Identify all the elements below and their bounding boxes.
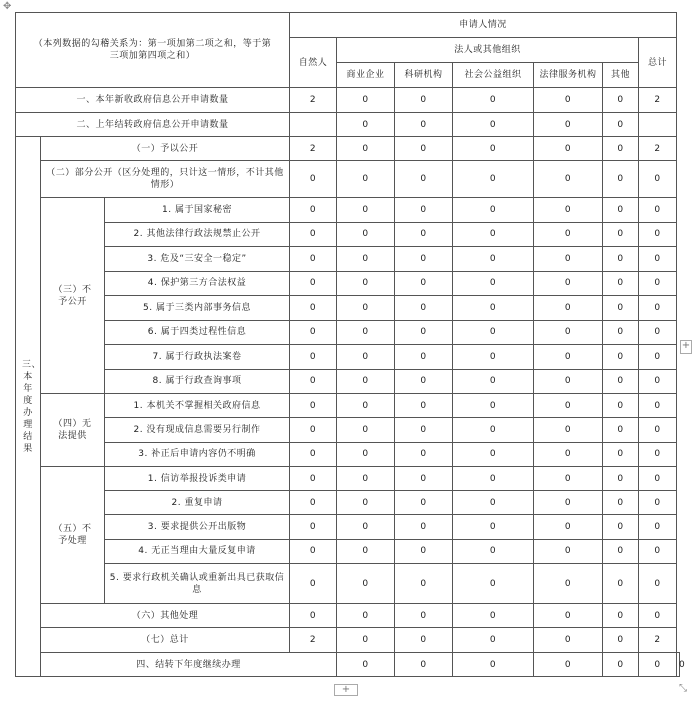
value-cell-l: 0 <box>534 491 603 515</box>
header-total: 总计 <box>639 38 677 88</box>
value-cell-r: 0 <box>395 137 453 161</box>
value-cell-p: 0 <box>453 345 534 370</box>
value-cell-c: 0 <box>337 161 395 198</box>
value-cell-l: 0 <box>534 442 603 466</box>
value-cell-l: 0 <box>534 564 603 604</box>
value-cell-o: 0 <box>603 345 639 370</box>
value-cell-l: 0 <box>534 539 603 563</box>
value-cell-o: 0 <box>603 394 639 418</box>
row-label-no-process-2: 2. 重复申请 <box>105 491 290 515</box>
value-cell-t: 2 <box>639 628 677 653</box>
row-label-deny-5: 5. 属于三类内部事务信息 <box>105 296 290 321</box>
value-cell-t: 0 <box>639 296 677 321</box>
value-cell-p: 0 <box>453 539 534 563</box>
value-cell-p: 0 <box>453 628 534 653</box>
value-cell-p: 0 <box>453 247 534 272</box>
value-cell-n: 0 <box>290 222 337 247</box>
value-cell-t: 0 <box>639 271 677 296</box>
value-cell-o: 0 <box>603 539 639 563</box>
value-cell-n: 0 <box>290 247 337 272</box>
value-cell-r: 0 <box>395 491 453 515</box>
add-column-button[interactable]: + <box>680 340 692 354</box>
header-public-welfare: 社会公益组织 <box>453 63 534 88</box>
value-cell-l: 0 <box>534 515 603 539</box>
value-cell-p: 0 <box>453 369 534 394</box>
value-cell-p: 0 <box>453 161 534 198</box>
row-label-deny-1: 1. 属于国家秘密 <box>105 198 290 223</box>
value-cell-o: 0 <box>603 515 639 539</box>
value-cell-l: 0 <box>534 320 603 345</box>
value-cell-l: 0 <box>534 247 603 272</box>
row-label-no-process-1: 1. 信访举报投诉类申请 <box>105 466 290 490</box>
value-cell-l: 0 <box>534 369 603 394</box>
header-applicant-situation: 申请人情况 <box>290 13 677 38</box>
value-cell-n: 0 <box>290 418 337 442</box>
table-row <box>16 442 680 466</box>
value-cell-t: 0 <box>639 345 677 370</box>
value-cell-n: 0 <box>290 564 337 604</box>
value-cell-t: 0 <box>639 247 677 272</box>
header-legal-service: 法律服务机构 <box>534 63 603 88</box>
value-cell-t: 2 <box>639 137 677 161</box>
value-cell-p: 0 <box>453 466 534 490</box>
row-label-deny-7: 7. 属于行政执法案卷 <box>105 345 290 370</box>
value-cell-c: 0 <box>337 604 395 628</box>
table-resize-handle-icon[interactable]: ⤡ <box>679 683 687 694</box>
value-cell-c: 0 <box>337 271 395 296</box>
value-cell-r: 0 <box>395 515 453 539</box>
value-cell-l: 0 <box>534 161 603 198</box>
value-cell-c: 0 <box>337 247 395 272</box>
value-cell-l: 0 <box>534 628 603 653</box>
value-cell-p: 0 <box>453 442 534 466</box>
value-cell-o: 0 <box>603 247 639 272</box>
value-cell-l: 0 <box>534 418 603 442</box>
value-cell-o: 0 <box>603 222 639 247</box>
value-cell-c: 0 <box>337 113 395 137</box>
value-cell-t: 0 <box>639 320 677 345</box>
table-row <box>16 418 680 442</box>
value-cell-o: 0 <box>603 418 639 442</box>
value-cell-c: 0 <box>337 137 395 161</box>
value-cell-o: 0 <box>603 491 639 515</box>
value-cell-r: 0 <box>395 88 453 113</box>
table-row <box>16 653 680 677</box>
value-cell-n: 0 <box>290 320 337 345</box>
value-cell-r: 0 <box>395 442 453 466</box>
value-cell-p: 0 <box>453 394 534 418</box>
header-legal-org: 法人或其他组织 <box>337 38 639 63</box>
value-cell-p: 0 <box>453 296 534 321</box>
value-cell-t: 0 <box>639 466 677 490</box>
value-cell-n: 2 <box>290 137 337 161</box>
value-cell-n: 0 <box>290 296 337 321</box>
value-cell-r: 0 <box>395 628 453 653</box>
value-cell-p: 0 <box>453 515 534 539</box>
table-move-handle-icon[interactable]: ✥ <box>3 1 12 12</box>
value-cell-c: 0 <box>337 296 395 321</box>
table-row <box>16 394 680 418</box>
table-row <box>16 604 680 628</box>
value-cell-o: 0 <box>603 564 639 604</box>
value-cell-l: 0 <box>534 394 603 418</box>
value-cell-o: 0 <box>603 466 639 490</box>
value-cell-n: 0 <box>290 466 337 490</box>
value-cell-l: 0 <box>534 222 603 247</box>
row-label-other-handling: （六）其他处理 <box>41 604 290 628</box>
value-cell-o: 0 <box>603 161 639 198</box>
table-row <box>16 628 680 653</box>
row-label-deny-6: 6. 属于四类过程性信息 <box>105 320 290 345</box>
table-row <box>16 369 680 394</box>
value-cell-r: 0 <box>395 113 453 137</box>
header-natural-person: 自然人 <box>290 38 337 88</box>
value-cell-o: 0 <box>603 88 639 113</box>
value-cell-o: 0 <box>603 113 639 137</box>
value-cell-r: 0 <box>395 369 453 394</box>
disclosure-statistics-table <box>15 12 686 677</box>
value-cell-r: 0 <box>395 466 453 490</box>
row-label-grant: （一）予以公开 <box>41 137 290 161</box>
table-row <box>16 539 680 563</box>
value-cell-l: 0 <box>534 113 603 137</box>
value-cell-l: 0 <box>534 296 603 321</box>
value-cell-p: 0 <box>453 198 534 223</box>
value-cell-n: 0 <box>290 491 337 515</box>
value-cell-c: 0 <box>395 653 453 677</box>
header-research: 科研机构 <box>395 63 453 88</box>
value-cell-n: 0 <box>290 442 337 466</box>
value-cell-c: 0 <box>337 564 395 604</box>
table-row <box>16 271 680 296</box>
value-cell-n: 0 <box>290 161 337 198</box>
value-cell-l: 0 <box>534 466 603 490</box>
value-cell-p: 0 <box>453 604 534 628</box>
value-cell-o: 0 <box>603 271 639 296</box>
value-cell-c: 0 <box>337 539 395 563</box>
value-cell-o: 0 <box>603 198 639 223</box>
value-cell-r: 0 <box>395 320 453 345</box>
value-cell-t: 0 <box>639 564 677 604</box>
section-three-text: 三、本年度办理结果 <box>22 359 42 454</box>
table-row <box>16 247 680 272</box>
value-cell-n: 0 <box>290 345 337 370</box>
header-commercial: 商业企业 <box>337 63 395 88</box>
row-label-new-applications: 一、本年新收政府信息公开申请数量 <box>16 88 290 113</box>
value-cell-r: 0 <box>395 345 453 370</box>
value-cell-o: 0 <box>603 320 639 345</box>
value-cell-o: 0 <box>603 442 639 466</box>
value-cell-n: 0 <box>337 653 395 677</box>
section-three-label <box>16 137 41 677</box>
row-label-deny-8: 8. 属于行政查询事项 <box>105 369 290 394</box>
row-label-subtotal: （七）总计 <box>41 628 290 653</box>
value-cell-l: 0 <box>534 271 603 296</box>
value-cell-r: 0 <box>395 564 453 604</box>
value-cell-t: 0 <box>639 394 677 418</box>
table-row <box>16 515 680 539</box>
value-cell-p: 0 <box>453 222 534 247</box>
value-cell-o: 0 <box>603 296 639 321</box>
table-row <box>16 161 680 198</box>
value-cell-p: 0 <box>453 564 534 604</box>
value-cell-l: 0 <box>534 604 603 628</box>
add-row-button[interactable]: + <box>334 684 358 696</box>
value-cell-t: 0 <box>639 604 677 628</box>
value-cell-c: 0 <box>337 628 395 653</box>
value-cell-n <box>290 113 337 137</box>
value-cell-n: 0 <box>290 198 337 223</box>
table-row <box>16 113 680 137</box>
row-label-unable-2: 2. 没有现成信息需要另行制作 <box>105 418 290 442</box>
value-cell-r: 0 <box>395 222 453 247</box>
value-cell-t: 0 <box>639 539 677 563</box>
value-cell-r: 0 <box>395 539 453 563</box>
value-cell-r: 0 <box>395 296 453 321</box>
table-row <box>16 222 680 247</box>
corner-note: （本列数据的勾稽关系为：第一项加第二项之和，等于第三项加第四项之和） <box>16 13 290 88</box>
table-row <box>16 88 680 113</box>
value-cell-n: 0 <box>290 604 337 628</box>
value-cell-t: 0 <box>639 442 677 466</box>
value-cell-c: 0 <box>337 442 395 466</box>
value-cell-l: 0 <box>534 137 603 161</box>
value-cell-t: 0 <box>639 418 677 442</box>
row-label-deny-2: 2. 其他法律行政法规禁止公开 <box>105 222 290 247</box>
value-cell-t: 2 <box>639 88 677 113</box>
row-label-no-process-5: 5. 要求行政机关确认或重新出具已获取信息 <box>105 564 290 604</box>
value-cell-p: 0 <box>453 137 534 161</box>
value-cell-o: 0 <box>603 137 639 161</box>
value-cell-t: 0 <box>639 491 677 515</box>
table-row <box>16 198 680 223</box>
value-cell-t: 0 <box>677 653 680 677</box>
value-cell-t <box>639 113 677 137</box>
value-cell-o: 0 <box>603 604 639 628</box>
value-cell-c: 0 <box>337 320 395 345</box>
row-label-partial: （二）部分公开（区分处理的，只计这一情形，不计其他情形） <box>41 161 290 198</box>
value-cell-p: 0 <box>453 491 534 515</box>
value-cell-c: 0 <box>337 345 395 370</box>
group-label-deny: （三）不予公开 <box>41 198 105 394</box>
value-cell-c: 0 <box>337 222 395 247</box>
value-cell-n: 0 <box>290 394 337 418</box>
value-cell-c: 0 <box>337 466 395 490</box>
group-label-unable: （四）无法提供 <box>41 394 105 467</box>
value-cell-r: 0 <box>395 394 453 418</box>
value-cell-c: 0 <box>337 394 395 418</box>
value-cell-p: 0 <box>453 418 534 442</box>
value-cell-r: 0 <box>395 271 453 296</box>
value-cell-t: 0 <box>639 161 677 198</box>
value-cell-n: 0 <box>290 271 337 296</box>
value-cell-p: 0 <box>453 320 534 345</box>
value-cell-p: 0 <box>453 88 534 113</box>
table-row <box>16 320 680 345</box>
row-label-carry-next: 四、结转下年度继续办理 <box>41 653 337 677</box>
value-cell-c: 0 <box>337 369 395 394</box>
value-cell-t: 0 <box>639 369 677 394</box>
table-row <box>16 491 680 515</box>
table-row <box>16 564 680 604</box>
value-cell-t: 0 <box>639 515 677 539</box>
value-cell-o: 0 <box>603 628 639 653</box>
value-cell-o: 0 <box>639 653 677 677</box>
row-label-carry-over: 二、上年结转政府信息公开申请数量 <box>16 113 290 137</box>
value-cell-r: 0 <box>395 247 453 272</box>
row-label-deny-4: 4. 保护第三方合法权益 <box>105 271 290 296</box>
row-label-deny-3: 3. 危及“三安全一稳定” <box>105 247 290 272</box>
table-row <box>16 466 680 490</box>
value-cell-n: 0 <box>290 539 337 563</box>
table-row <box>16 137 680 161</box>
value-cell-r: 0 <box>395 161 453 198</box>
value-cell-c: 0 <box>337 515 395 539</box>
row-label-unable-3: 3. 补正后申请内容仍不明确 <box>105 442 290 466</box>
value-cell-c: 0 <box>337 491 395 515</box>
value-cell-l: 0 <box>603 653 639 677</box>
table-row <box>16 345 680 370</box>
value-cell-n: 0 <box>290 515 337 539</box>
value-cell-r: 0 <box>395 198 453 223</box>
value-cell-n: 0 <box>290 369 337 394</box>
table-row <box>16 296 680 321</box>
value-cell-p: 0 <box>453 271 534 296</box>
value-cell-o: 0 <box>603 369 639 394</box>
value-cell-p: 0 <box>453 113 534 137</box>
row-label-no-process-4: 4. 无正当理由大量反复申请 <box>105 539 290 563</box>
value-cell-r: 0 <box>395 604 453 628</box>
row-label-unable-1: 1. 本机关不掌握相关政府信息 <box>105 394 290 418</box>
value-cell-p: 0 <box>534 653 603 677</box>
header-other: 其他 <box>603 63 639 88</box>
value-cell-c: 0 <box>337 418 395 442</box>
group-label-no-process: （五）不予处理 <box>41 466 105 603</box>
value-cell-l: 0 <box>534 198 603 223</box>
value-cell-n: 2 <box>290 628 337 653</box>
value-cell-l: 0 <box>534 88 603 113</box>
value-cell-n: 2 <box>290 88 337 113</box>
value-cell-r: 0 <box>453 653 534 677</box>
value-cell-t: 0 <box>639 222 677 247</box>
value-cell-c: 0 <box>337 198 395 223</box>
value-cell-c: 0 <box>337 88 395 113</box>
row-label-no-process-3: 3. 要求提供公开出版物 <box>105 515 290 539</box>
value-cell-t: 0 <box>639 198 677 223</box>
value-cell-l: 0 <box>534 345 603 370</box>
value-cell-r: 0 <box>395 418 453 442</box>
